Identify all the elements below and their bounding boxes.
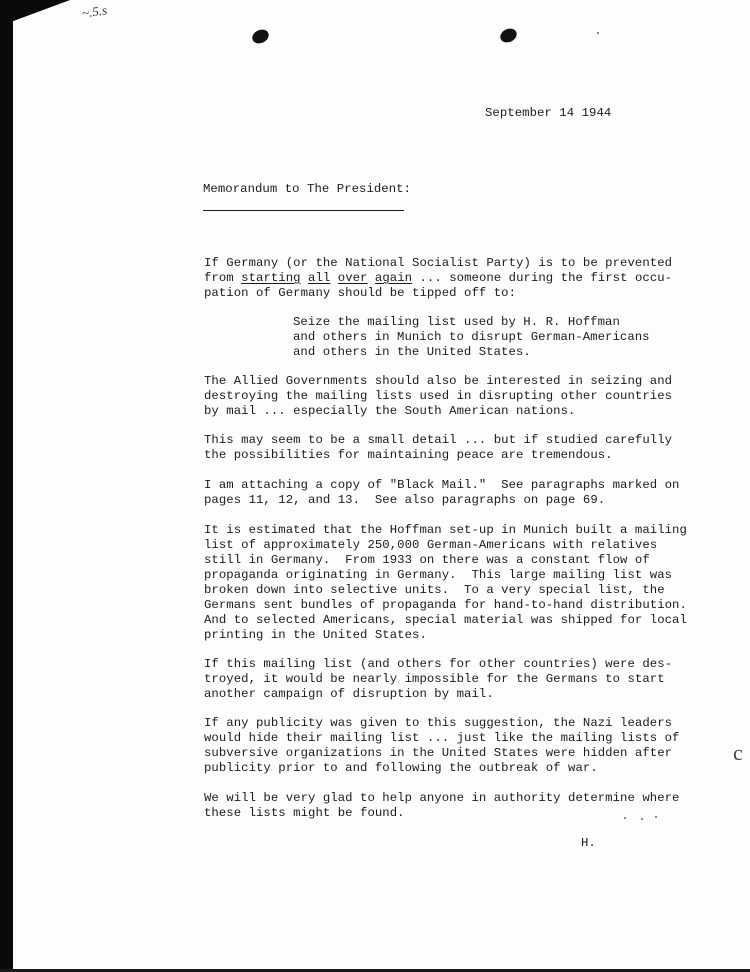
punch-hole-right — [498, 26, 519, 45]
margin-handwritten-mark: c — [733, 740, 743, 765]
indented-quote: Seize the mailing list used by H. R. Hoffman and others in Munich to disrupt German-Americans and others in the United States. — [293, 315, 650, 359]
paragraph-1-line-2-end: ... someone during the first occu- — [412, 271, 673, 285]
scan-speck — [597, 32, 599, 34]
scan-edge-left — [0, 0, 13, 972]
paragraph-1-line-2-start: from — [204, 271, 242, 285]
paragraph-3: This may seem to be a small detail ... but if studied carefully the possibilities for maintaining peace are tremendous. — [204, 433, 673, 462]
memo-salutation: Memorandum to The President: — [203, 182, 412, 196]
paragraph-1-line-3: pation of Germany should be tipped off to: — [204, 286, 517, 300]
signature-initial: H. — [581, 836, 596, 850]
paragraph-7: If any publicity was given to this suggestion, the Nazi leaders would hide their mailing list ... just like the mailing lists of subversive organizations in the United States were hidden after publicity prior to and following the outbreak of war. — [204, 716, 680, 775]
underlined-word-over: over — [337, 271, 368, 285]
paragraph-1-line-1: If Germany (or the National Socialist Party) is to be prevented — [204, 256, 673, 270]
memo-date: September 14 1944 — [485, 106, 612, 120]
underlined-word-again: again — [374, 271, 413, 285]
salutation-rule — [203, 210, 404, 211]
paragraph-2: The Allied Governments should also be interested in seizing and destroying the mailing lists used in disrupting other countries by mail ... especially the South American nations. — [204, 374, 673, 418]
punch-hole-left — [250, 27, 271, 46]
corner-handwritten-mark: ~.5.s — [81, 2, 108, 21]
paragraph-6: If this mailing list (and others for other countries) were des- troyed, it would be nearly impossible for the Germans to start another campaign of disruption by mail. — [204, 657, 673, 701]
paragraph-1 — [204, 256, 672, 301]
paragraph-8: We will be very glad to help anyone in authority determine where these lists might be found. — [204, 791, 680, 820]
paragraph-4: I am attaching a copy of "Black Mail." See paragraphs marked on pages 11, 12, and 13. See also paragraphs on page 69. — [204, 478, 680, 507]
underlined-word-all: all — [308, 271, 331, 285]
scan-edge-corner — [0, 0, 70, 26]
paragraph-5: It is estimated that the Hoffman set-up in Munich built a mailing list of approximately 250,000 German-Americans with relatives still in Germany. From 1933 on there was a constant flow of propaganda originating in Germany. This large mailing list was broken down into selective units. To a very special list, the Germans sent bundles of propaganda for hand-to-hand distribution. And to selected Americans, special material was shipped for local printing in the United States. — [204, 523, 687, 642]
underlined-word-starting: starting — [241, 271, 301, 285]
